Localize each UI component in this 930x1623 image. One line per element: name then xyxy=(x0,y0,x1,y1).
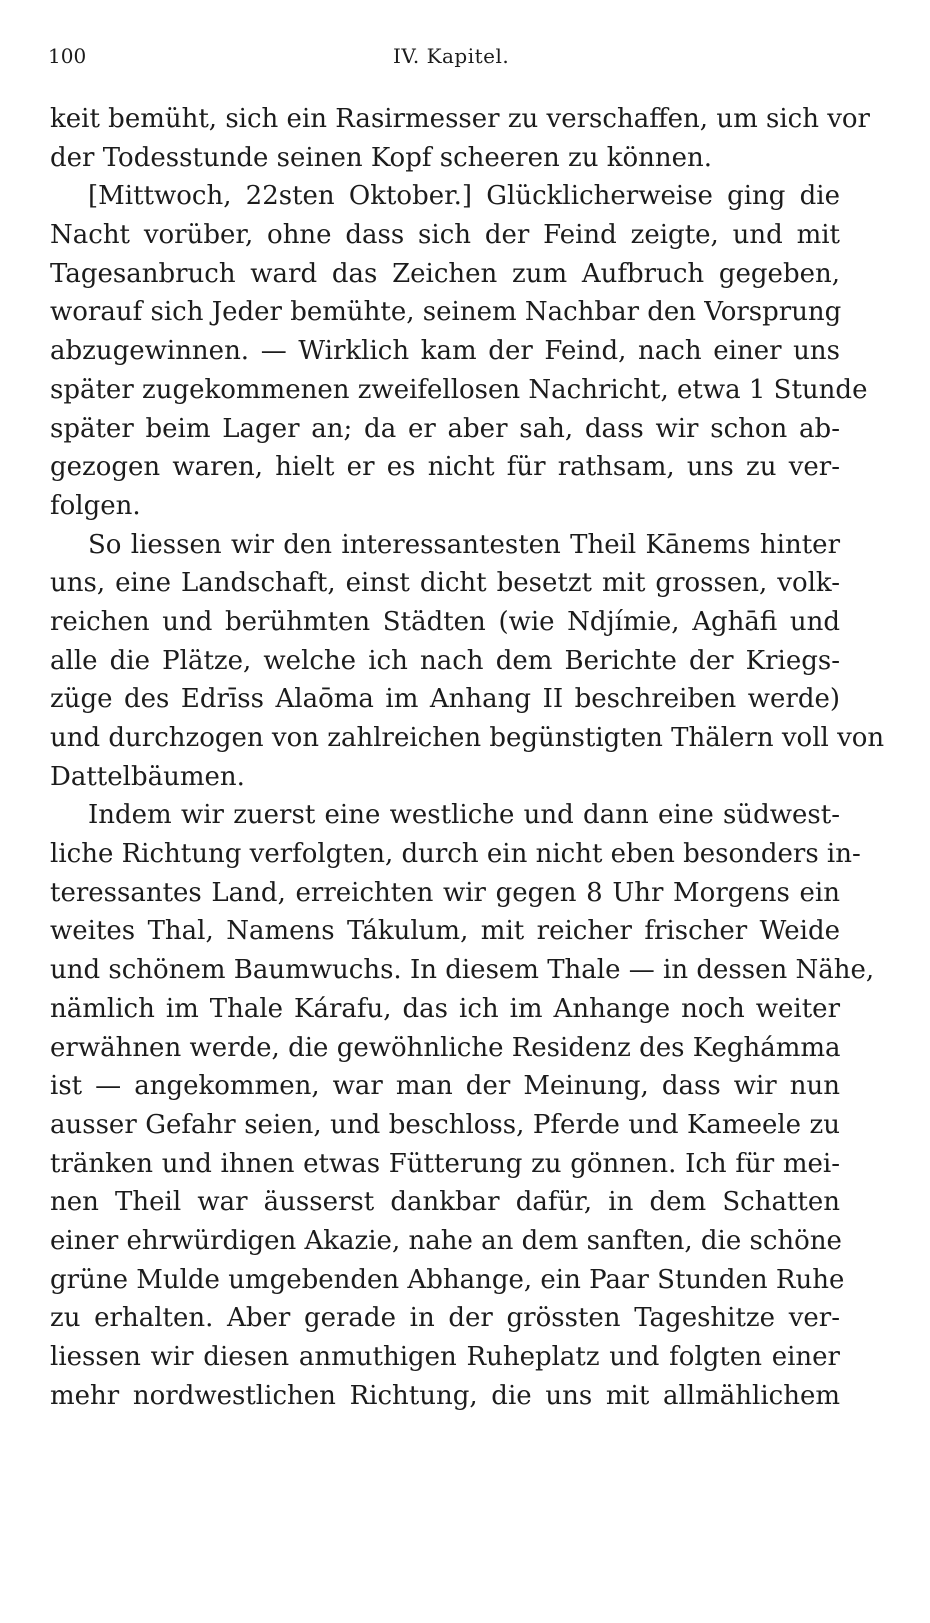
text-line: keit bemüht, sich ein Rasirmesser zu verschaffen, um sich vor xyxy=(50,104,870,134)
text-line: mehr nordwestlichen Richtung, die uns mit allmählichem xyxy=(50,1380,840,1411)
text-line: später zugekommenen zweifellosen Nachricht, etwa 1 Stunde xyxy=(50,374,868,405)
text-line: erwähnen werde, die gewöhnliche Residenz des Keghámma xyxy=(50,1032,841,1063)
text-line: So liessen wir den interessantesten Theil Kānems hinter xyxy=(88,529,840,560)
text-line: und durchzogen von zahlreichen begünstigten Thälern voll von xyxy=(50,723,885,753)
text-line: [Mittwoch, 22sten Oktober.] Glücklicherweise ging die xyxy=(88,181,840,212)
text-line: und schönem Baumwuchs. In diesem Thale — in dessen Nähe, xyxy=(50,955,875,986)
text-line: der Todesstunde seinen Kopf scheeren zu können. xyxy=(50,142,712,173)
text-line: teressantes Land, erreichten wir gegen 8 Uhr Morgens ein xyxy=(50,877,840,908)
text-line: Dattelbäumen. xyxy=(50,761,245,792)
text-line: tränken und ihnen etwas Fütterung zu gönnen. Ich für mei- xyxy=(50,1148,840,1179)
running-head: IV. Kapitel. xyxy=(393,44,510,68)
body-text xyxy=(50,100,885,1415)
text-line: nen Theil war äusserst dankbar dafür, in dem Schatten xyxy=(50,1187,840,1218)
text-line: Tagesanbruch ward das Zeichen zum Aufbruch gegeben, xyxy=(50,258,840,289)
text-line: reichen und berühmten Städten (wie Ndjímie, Aghāfi und xyxy=(50,606,840,637)
text-line: uns, eine Landschaft, einst dicht besetzt mit grossen, volk- xyxy=(50,568,840,599)
text-line: alle die Plätze, welche ich nach dem Berichte der Kriegs- xyxy=(50,645,840,676)
text-line: später beim Lager an; da er aber sah, dass wir schon ab- xyxy=(50,413,840,444)
text-line: Nacht vorüber, ohne dass sich der Feind zeigte, und mit xyxy=(50,220,840,251)
text-line: abzugewinnen. — Wirklich kam der Feind, nach einer uns xyxy=(50,336,840,367)
text-line: liessen wir diesen anmuthigen Ruheplatz und folgten einer xyxy=(50,1342,840,1372)
text-line: züge des Edrīss Alaōma im Anhang II beschreiben werde) xyxy=(50,684,840,715)
page-header xyxy=(48,44,838,76)
text-line: Indem wir zuerst eine westliche und dann eine südwest- xyxy=(88,800,840,831)
text-line: worauf sich Jeder bemühte, seinem Nachbar den Vorsprung xyxy=(50,297,842,328)
text-line: zu erhalten. Aber gerade in der grössten Tageshitze ver- xyxy=(50,1303,840,1334)
text-line: liche Richtung verfolgten, durch ein nicht eben besonders in- xyxy=(50,839,861,870)
text-line: ausser Gefahr seien, und beschloss, Pferde und Kameele zu xyxy=(50,1109,840,1140)
text-line: einer ehrwürdigen Akazie, nahe an dem sanften, die schöne xyxy=(50,1225,842,1256)
text-line: ist — angekommen, war man der Meinung, dass wir nun xyxy=(50,1071,840,1102)
text-line: nämlich im Thale Kárafu, das ich im Anhange noch weiter xyxy=(50,993,840,1024)
text-line: gezogen waren, hielt er es nicht für rathsam, uns zu ver- xyxy=(50,452,840,483)
text-line: grüne Mulde umgebenden Abhange, ein Paar Stunden Ruhe xyxy=(50,1264,845,1295)
text-line: folgen. xyxy=(50,490,141,521)
text-line: weites Thal, Namens Tákulum, mit reicher frischer Weide xyxy=(50,916,840,947)
page-number: 100 xyxy=(48,44,87,68)
